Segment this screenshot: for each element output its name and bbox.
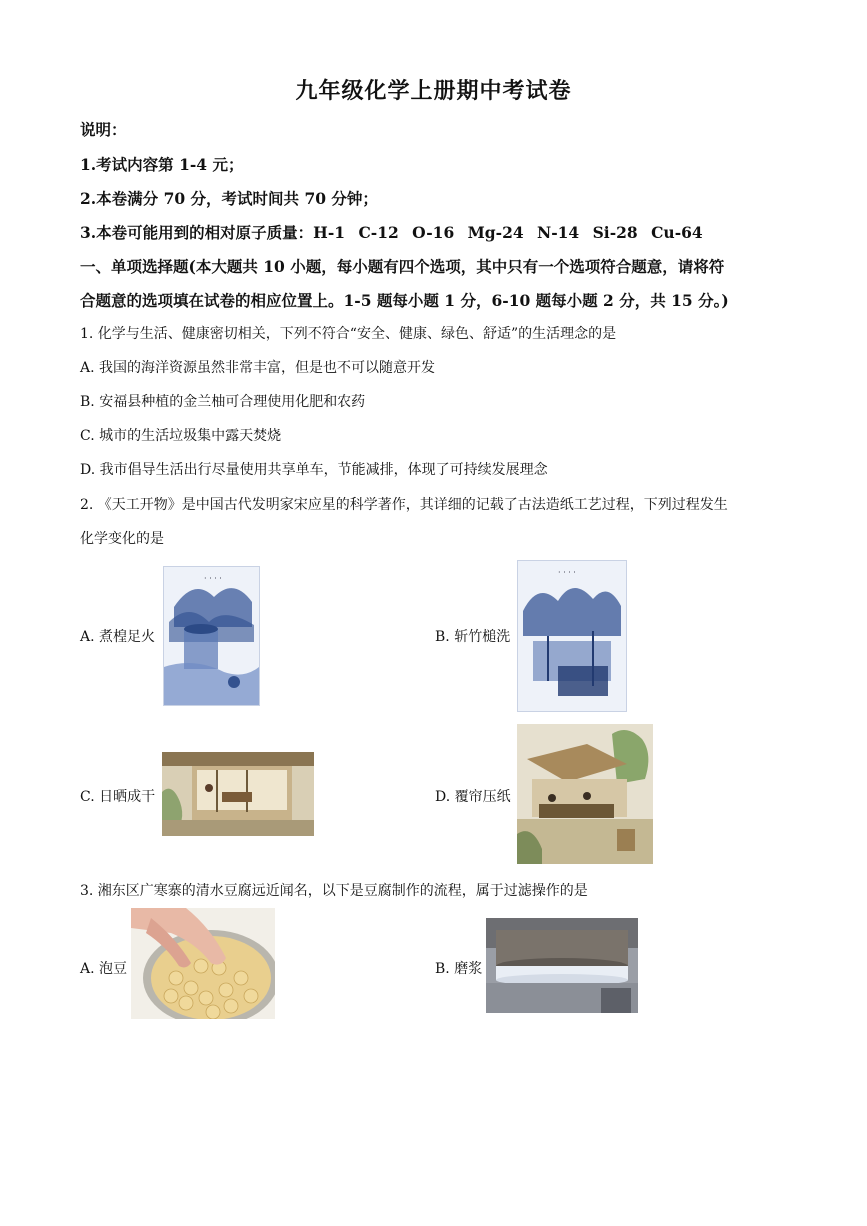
q2-option-c-image xyxy=(162,752,314,836)
svg-text:· · · ·: · · · · xyxy=(204,574,222,583)
q3-option-b-image xyxy=(486,918,638,1013)
q2-stem-line-1: 2. 《天工开物》是中国古代发明家宋应星的科学著作，其详细的记载了古法造纸工艺过程，下列过程发生 xyxy=(80,497,728,513)
q2-option-b-label: B. 斩竹槌洗 xyxy=(435,629,511,645)
q1-option-c: C. 城市的生活垃圾集中露天焚烧 xyxy=(80,428,282,444)
q2-stem-line-2: 化学变化的是 xyxy=(80,531,164,547)
q2-option-d-label: D. 覆帘压纸 xyxy=(435,789,511,805)
q2-option-a-label: A. 煮楻足火 xyxy=(80,629,156,645)
q3-option-a-image xyxy=(131,908,275,1019)
page-title: 九年级化学上册期中考试卷 xyxy=(295,78,572,104)
q3-stem: 3. 湘东区广寒寨的清水豆腐远近闻名，以下是豆腐制作的流程，属于过滤操作的是 xyxy=(80,883,588,899)
section-heading-line-2: 合题意的选项填在试卷的相应位置上。1-5 题每小题 1 分，6-10 题每小题 2 分，共 15 分。) xyxy=(80,291,729,310)
q3-option-a-label: A. 泡豆 xyxy=(80,961,128,977)
q1-stem: 1. 化学与生活、健康密切相关，下列不符合“安全、健康、绿色、舒适”的生活理念的是 xyxy=(80,326,617,342)
q2-option-c-label: C. 日晒成干 xyxy=(80,789,156,805)
note-3: 3.本卷可能用到的相对原子质量：H-1 C-12 O-16 Mg-24 N-14 Si-28 Cu-64 xyxy=(80,223,703,242)
q1-option-d: D. 我市倡导生活出行尽量使用共享单车，节能减排，体现了可持续发展理念 xyxy=(80,462,548,478)
note-2: 2.本卷满分 70 分，考试时间共 70 分钟； xyxy=(80,189,378,208)
q1-option-a: A. 我国的海洋资源虽然非常丰富，但是也不可以随意开发 xyxy=(80,360,436,376)
svg-text:· · · ·: · · · · xyxy=(558,568,576,577)
q2-option-a-image xyxy=(163,566,260,706)
q3-option-b-label: B. 磨浆 xyxy=(435,961,483,977)
q2-option-b-image xyxy=(517,560,627,712)
q1-option-b: B. 安福县种植的金兰柚可合理使用化肥和农药 xyxy=(80,394,366,410)
note-1: 1.考试内容第 1-4 元； xyxy=(80,155,244,174)
section-heading-line-1: 一、单项选择题(本大题共 10 小题，每小题有四个选项，其中只有一个选项符合题意，请将符 xyxy=(80,257,725,276)
notes-heading: 说明： xyxy=(80,120,127,139)
q2-option-d-image xyxy=(517,724,653,864)
